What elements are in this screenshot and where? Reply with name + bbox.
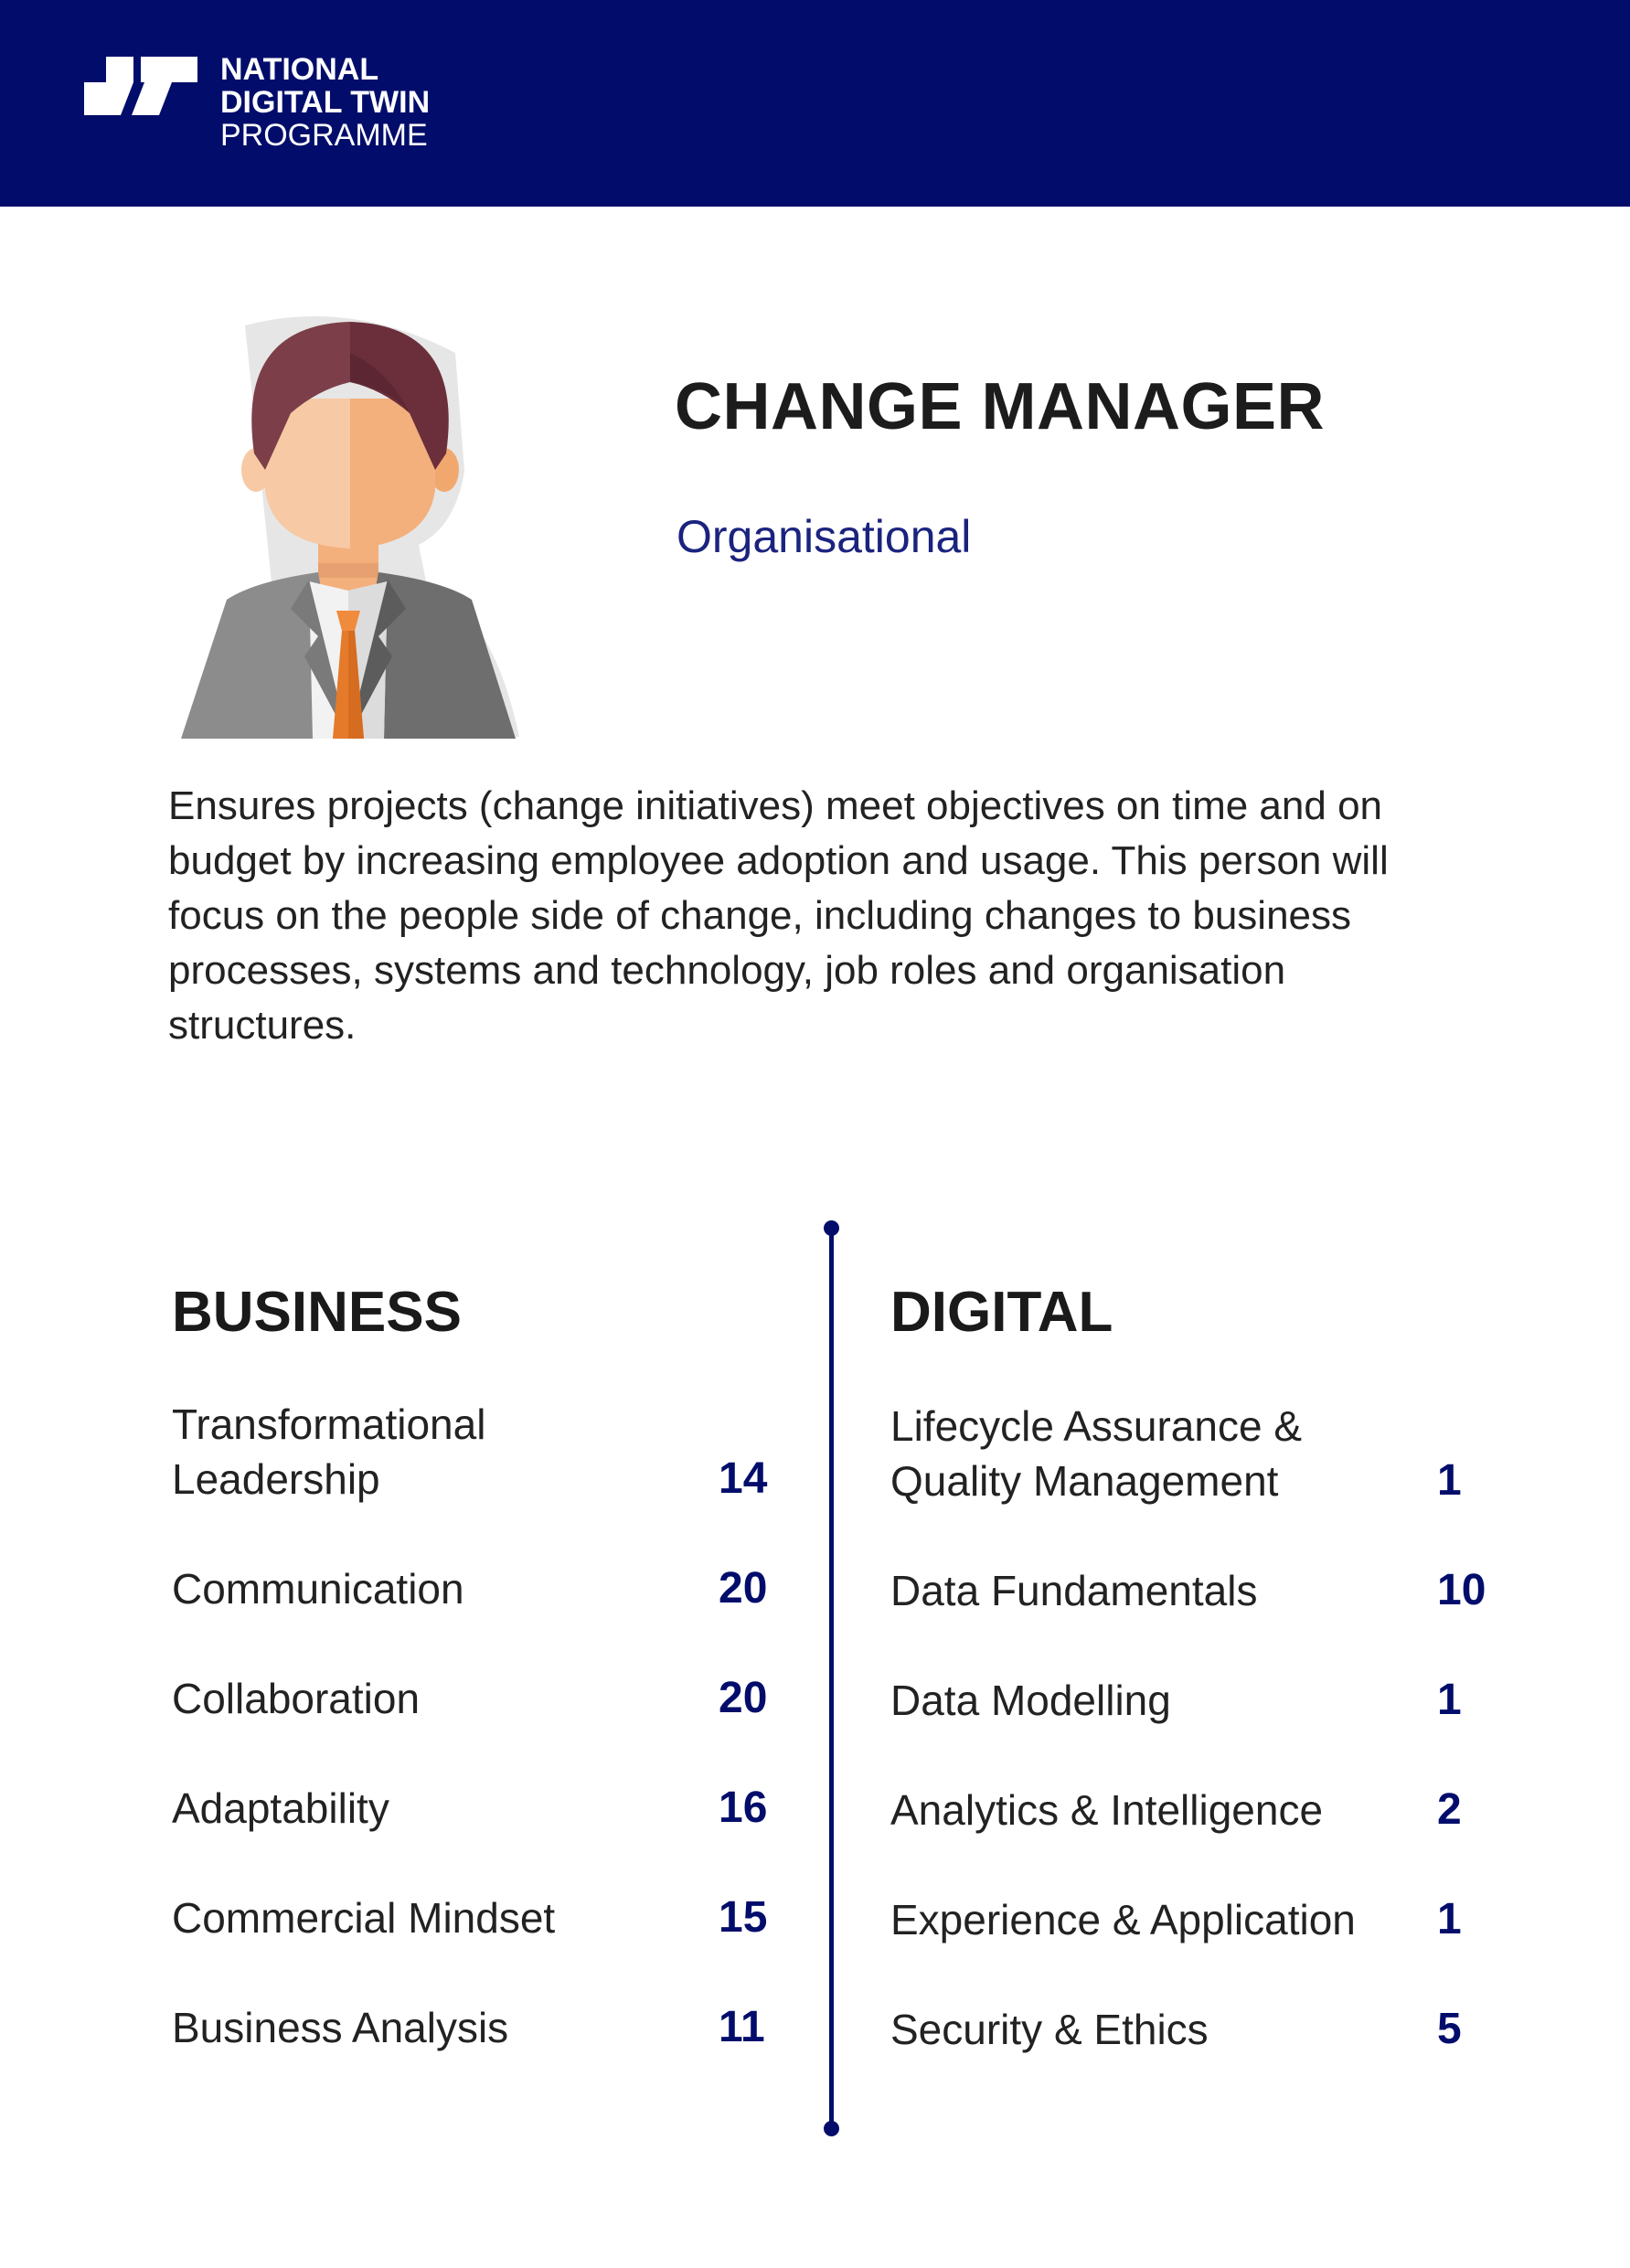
business-skill-label-line1: Transformational: [172, 1400, 486, 1448]
digital-skill-label: Data Fundamentals: [890, 1567, 1258, 1614]
business-skill-value: 14: [719, 1454, 768, 1503]
digital-skill-value: 1: [1437, 1676, 1462, 1724]
business-skill-value: 20: [719, 1564, 768, 1613]
digital-skill-value: 1: [1437, 1895, 1462, 1943]
digital-skill-value: 1: [1437, 1456, 1462, 1505]
business-skill-label: Collaboration: [172, 1675, 421, 1722]
role-category: Organisational: [677, 511, 972, 562]
digital-skill-label: Experience & Application: [890, 1896, 1356, 1943]
logo-wordmark: [220, 53, 430, 152]
digital-skill-label: [890, 1399, 1302, 1508]
digital-skill-value: 2: [1437, 1785, 1462, 1834]
business-skill-label: Adaptability: [172, 1784, 389, 1832]
business-skill-label-line2: Leadership: [172, 1455, 380, 1503]
business-skill-value: 15: [719, 1893, 768, 1942]
business-skill-label: [172, 1397, 485, 1507]
business-skill-label: Business Analysis: [172, 2004, 509, 2051]
business-heading: BUSINESS: [172, 1281, 462, 1344]
logo-line-1: NATIONAL: [220, 52, 379, 87]
digital-skill-label-line1: Lifecycle Assurance &: [890, 1402, 1303, 1450]
role-description: Ensures projects (change initiatives) meet objectives on time and on budget by increasing employee adoption and usage. This person will focus on the people side of change, including changes to business processes, systems and technology, job roles and organisation structures.: [168, 783, 1389, 1048]
digital-skill-label-line2: Quality Management: [890, 1457, 1279, 1505]
logo-line-3: PROGRAMME: [220, 118, 428, 153]
digital-skill-label: Security & Ethics: [890, 2006, 1209, 2053]
business-person-avatar-icon: [181, 316, 519, 739]
business-skill-label: Commercial Mindset: [172, 1894, 556, 1942]
business-skill-value: 20: [719, 1674, 768, 1722]
header-banner: [0, 0, 1630, 207]
business-skill-value: 16: [719, 1784, 768, 1832]
digital-skill-value: 10: [1437, 1566, 1486, 1614]
column-divider: [829, 1228, 834, 2133]
business-skill-value: 11: [719, 2003, 765, 2051]
logo-line-2: DIGITAL TWIN: [220, 85, 431, 120]
digital-skill-label: Analytics & Intelligence: [890, 1786, 1324, 1834]
divider-bottom-dot: [824, 2121, 839, 2136]
role-title: CHANGE MANAGER: [675, 370, 1326, 443]
digital-heading: DIGITAL: [890, 1281, 1113, 1344]
divider-top-dot: [824, 1220, 839, 1236]
digital-skill-label: Data Modelling: [890, 1677, 1171, 1724]
business-skill-label: Communication: [172, 1565, 464, 1613]
digital-skill-value: 5: [1437, 2005, 1462, 2053]
ndtp-logo-icon: [84, 57, 197, 115]
